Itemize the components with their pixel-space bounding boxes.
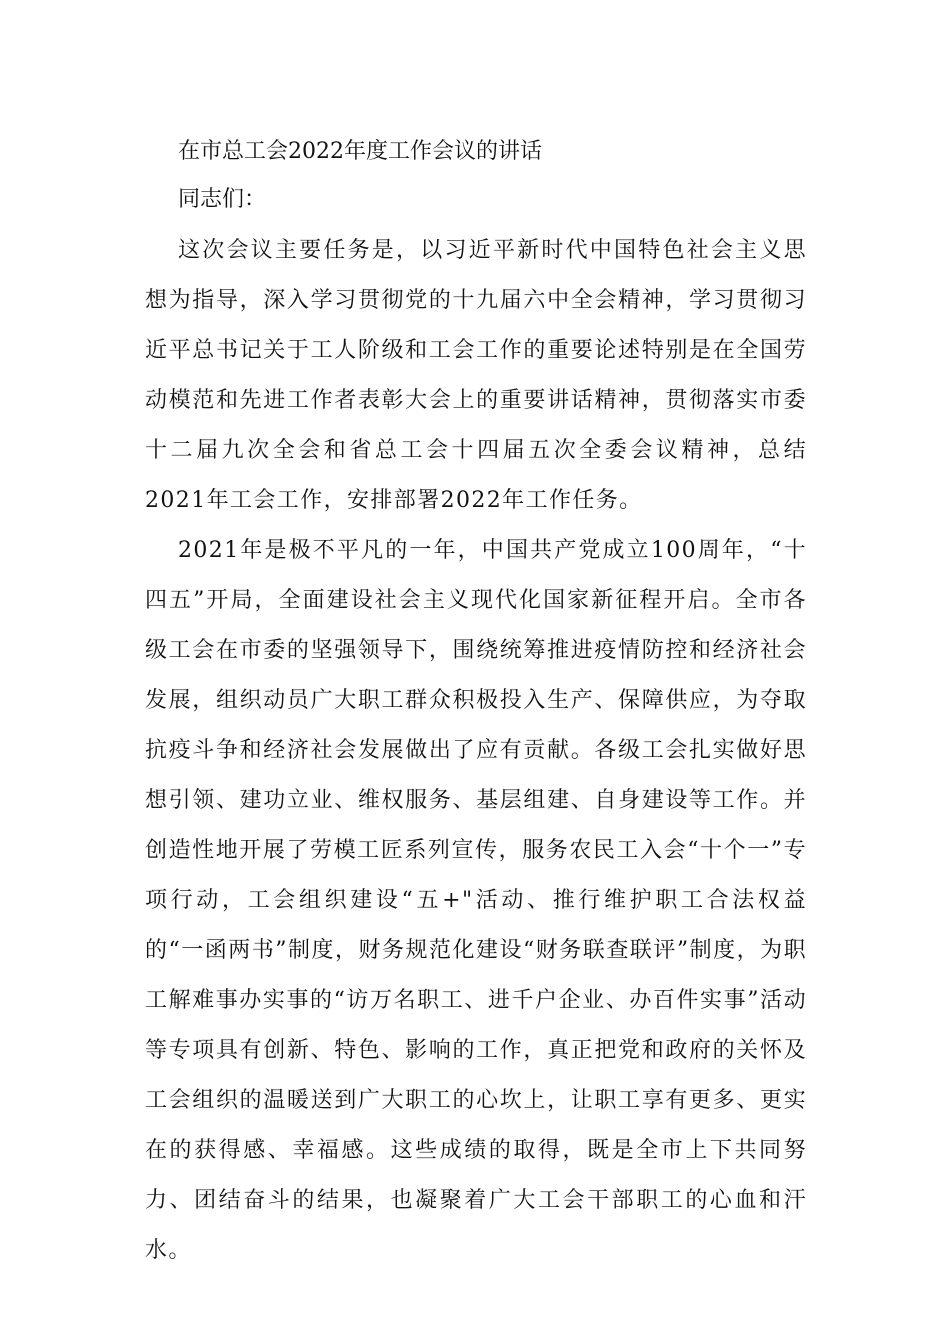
paragraph-2021-review: 2021年是极不平凡的一年，中国共产党成立100周年，“十四五”开局，全面建设社会主义现代化国家新征程开启。全市各级工会在市委的坚强领导下，围绕统筹推进疫情防控和经济社会发展，组织动员广大职工群众积极投入生产、保障供应，为夺取抗疫斗争和经济社会发展做出了应有贡献。各级工会扎实做好思想引领、建功立业、维权服务、基层组建、自身建设等工作。并创造性地开展了劳模工匠系列宣传，服务农民工入会“十个一”专项行动，工会组织建设“五+"活动、推行维护职工合法权益的“一函两书”制度，财务规范化建设“财务联查联评”制度，为职工解难事办实事的“访万名职工、进千户企业、办百件实事”活动等专项具有创新、特色、影响的工作，真正把党和政府的关怀及工会组织的温暖送到广大职工的心坎上，让职工享有更多、更实在的获得感、幸福感。这些成绩的取得，既是全市上下共同努力、团结奋斗的结果，也凝聚着广大工会干部职工的心血和汗水。	[145, 538, 807, 1263]
document-title: 在市总工会2022年度工作会议的讲话	[178, 139, 542, 164]
paragraph-meeting-tasks: 这次会议主要任务是，以习近平新时代中国特色社会主义思想为指导，深入学习贯彻党的十九届六中全会精神，学习贯彻习近平总书记关于工人阶级和工会工作的重要论述特别是在全国劳动模范和先进工作者表彰大会上的重要讲话精神，贯彻落实市委十二届九次全会和省总工会十四届五次全委会议精神，总结2021年工会工作，安排部署2022年工作任务。	[145, 238, 807, 513]
document-page	[145, 128, 807, 1276]
salutation: 同志们：	[178, 187, 267, 212]
